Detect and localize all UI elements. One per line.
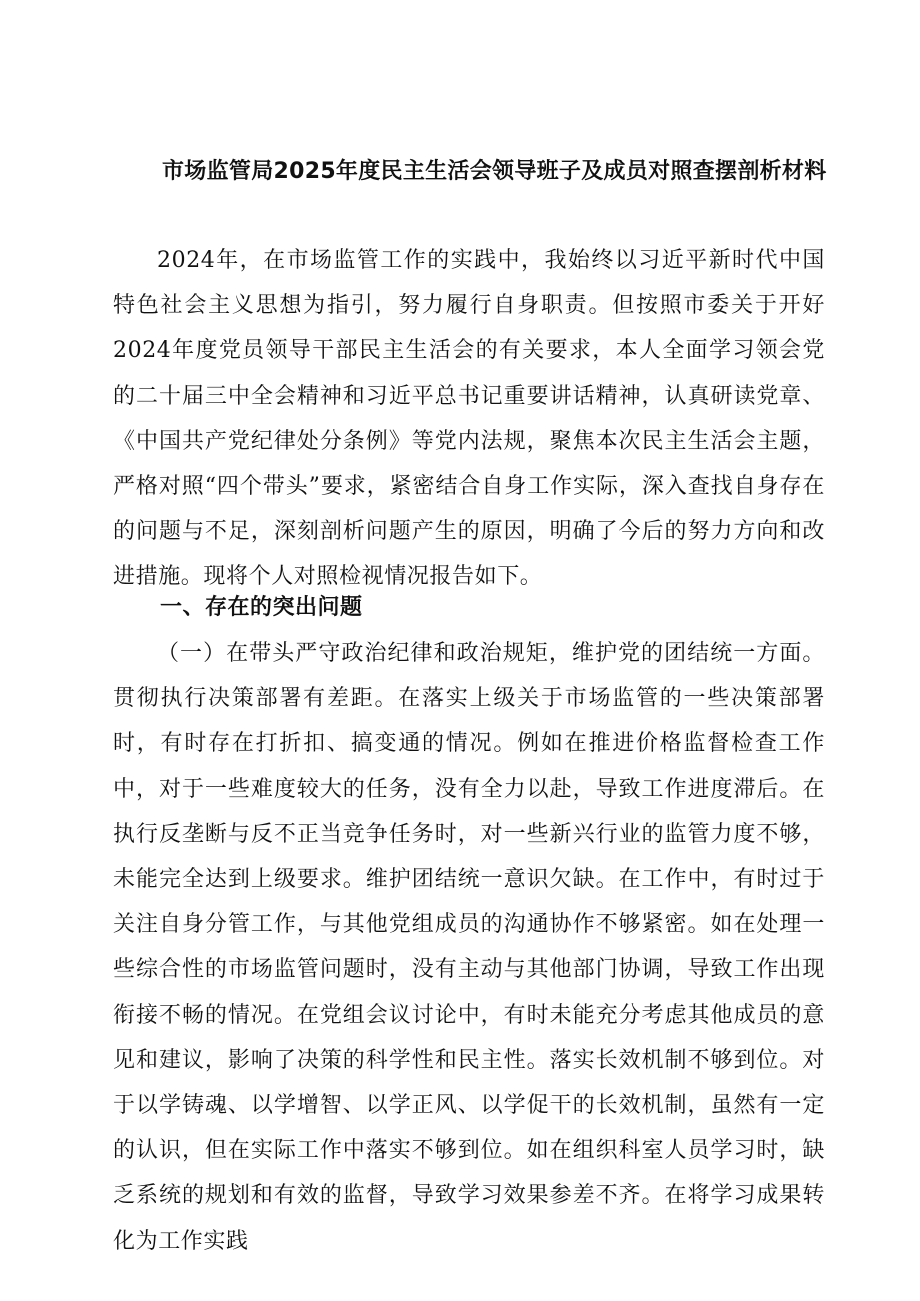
section-heading: 一、存在的突出问题	[160, 595, 363, 620]
intro-paragraph: 2024年，在市场监管工作的实践中，我始终以习近平新时代中国特色社会主义思想为指引，努力履行自身职责。但按照市委关于开好2024年度党员领导干部民主生活会的有关要求，本人全面学习领会党的二十届三中全会精神和习近平总书记重要讲话精神，认真研读党章、《中国共产党纪律处分条例》等党内法规，聚焦本次民主生活会主题，严格对照“四个带头”要求，紧密结合自身工作实际，深入查找自身存在的问题与不足，深刻剖析问题产生的原因，明确了今后的努力方向和改进措施。现将个人对照检视情况报告如下。	[113, 248, 825, 590]
problem-paragraph-1: （一）在带头严守政治纪律和政治规矩，维护党的团结统一方面。贯彻执行决策部署有差距。在落实上级关于市场监管的一些决策部署时，有时存在打折扣、搞变通的情况。例如在推进价格监督检查工作中，对于一些难度较大的任务，没有全力以赴，导致工作进度滞后。在执行反垄断与反不正当竞争任务时，对一些新兴行业的监管力度不够，未能完全达到上级要求。维护团结统一意识欠缺。在工作中，有时过于关注自身分管工作，与其他党组成员的沟通协作不够紧密。如在处理一些综合性的市场监管问题时，没有主动与其他部门协调，导致工作出现衔接不畅的情况。在党组会议讨论中，有时未能充分考虑其他成员的意见和建议，影响了决策的科学性和民主性。落实长效机制不够到位。对于以学铸魂、以学增智、以学正风、以学促干的长效机制，虽然有一定的认识，但在实际工作中落实不够到位。如在组织科室人员学习时，缺乏系统的规划和有效的监督，导致学习效果参差不齐。在将学习成果转化为工作实践	[113, 641, 825, 1254]
document-title: 市场监管局2025年度民主生活会领导班子及成员对照查摆剖析材料	[162, 159, 827, 184]
